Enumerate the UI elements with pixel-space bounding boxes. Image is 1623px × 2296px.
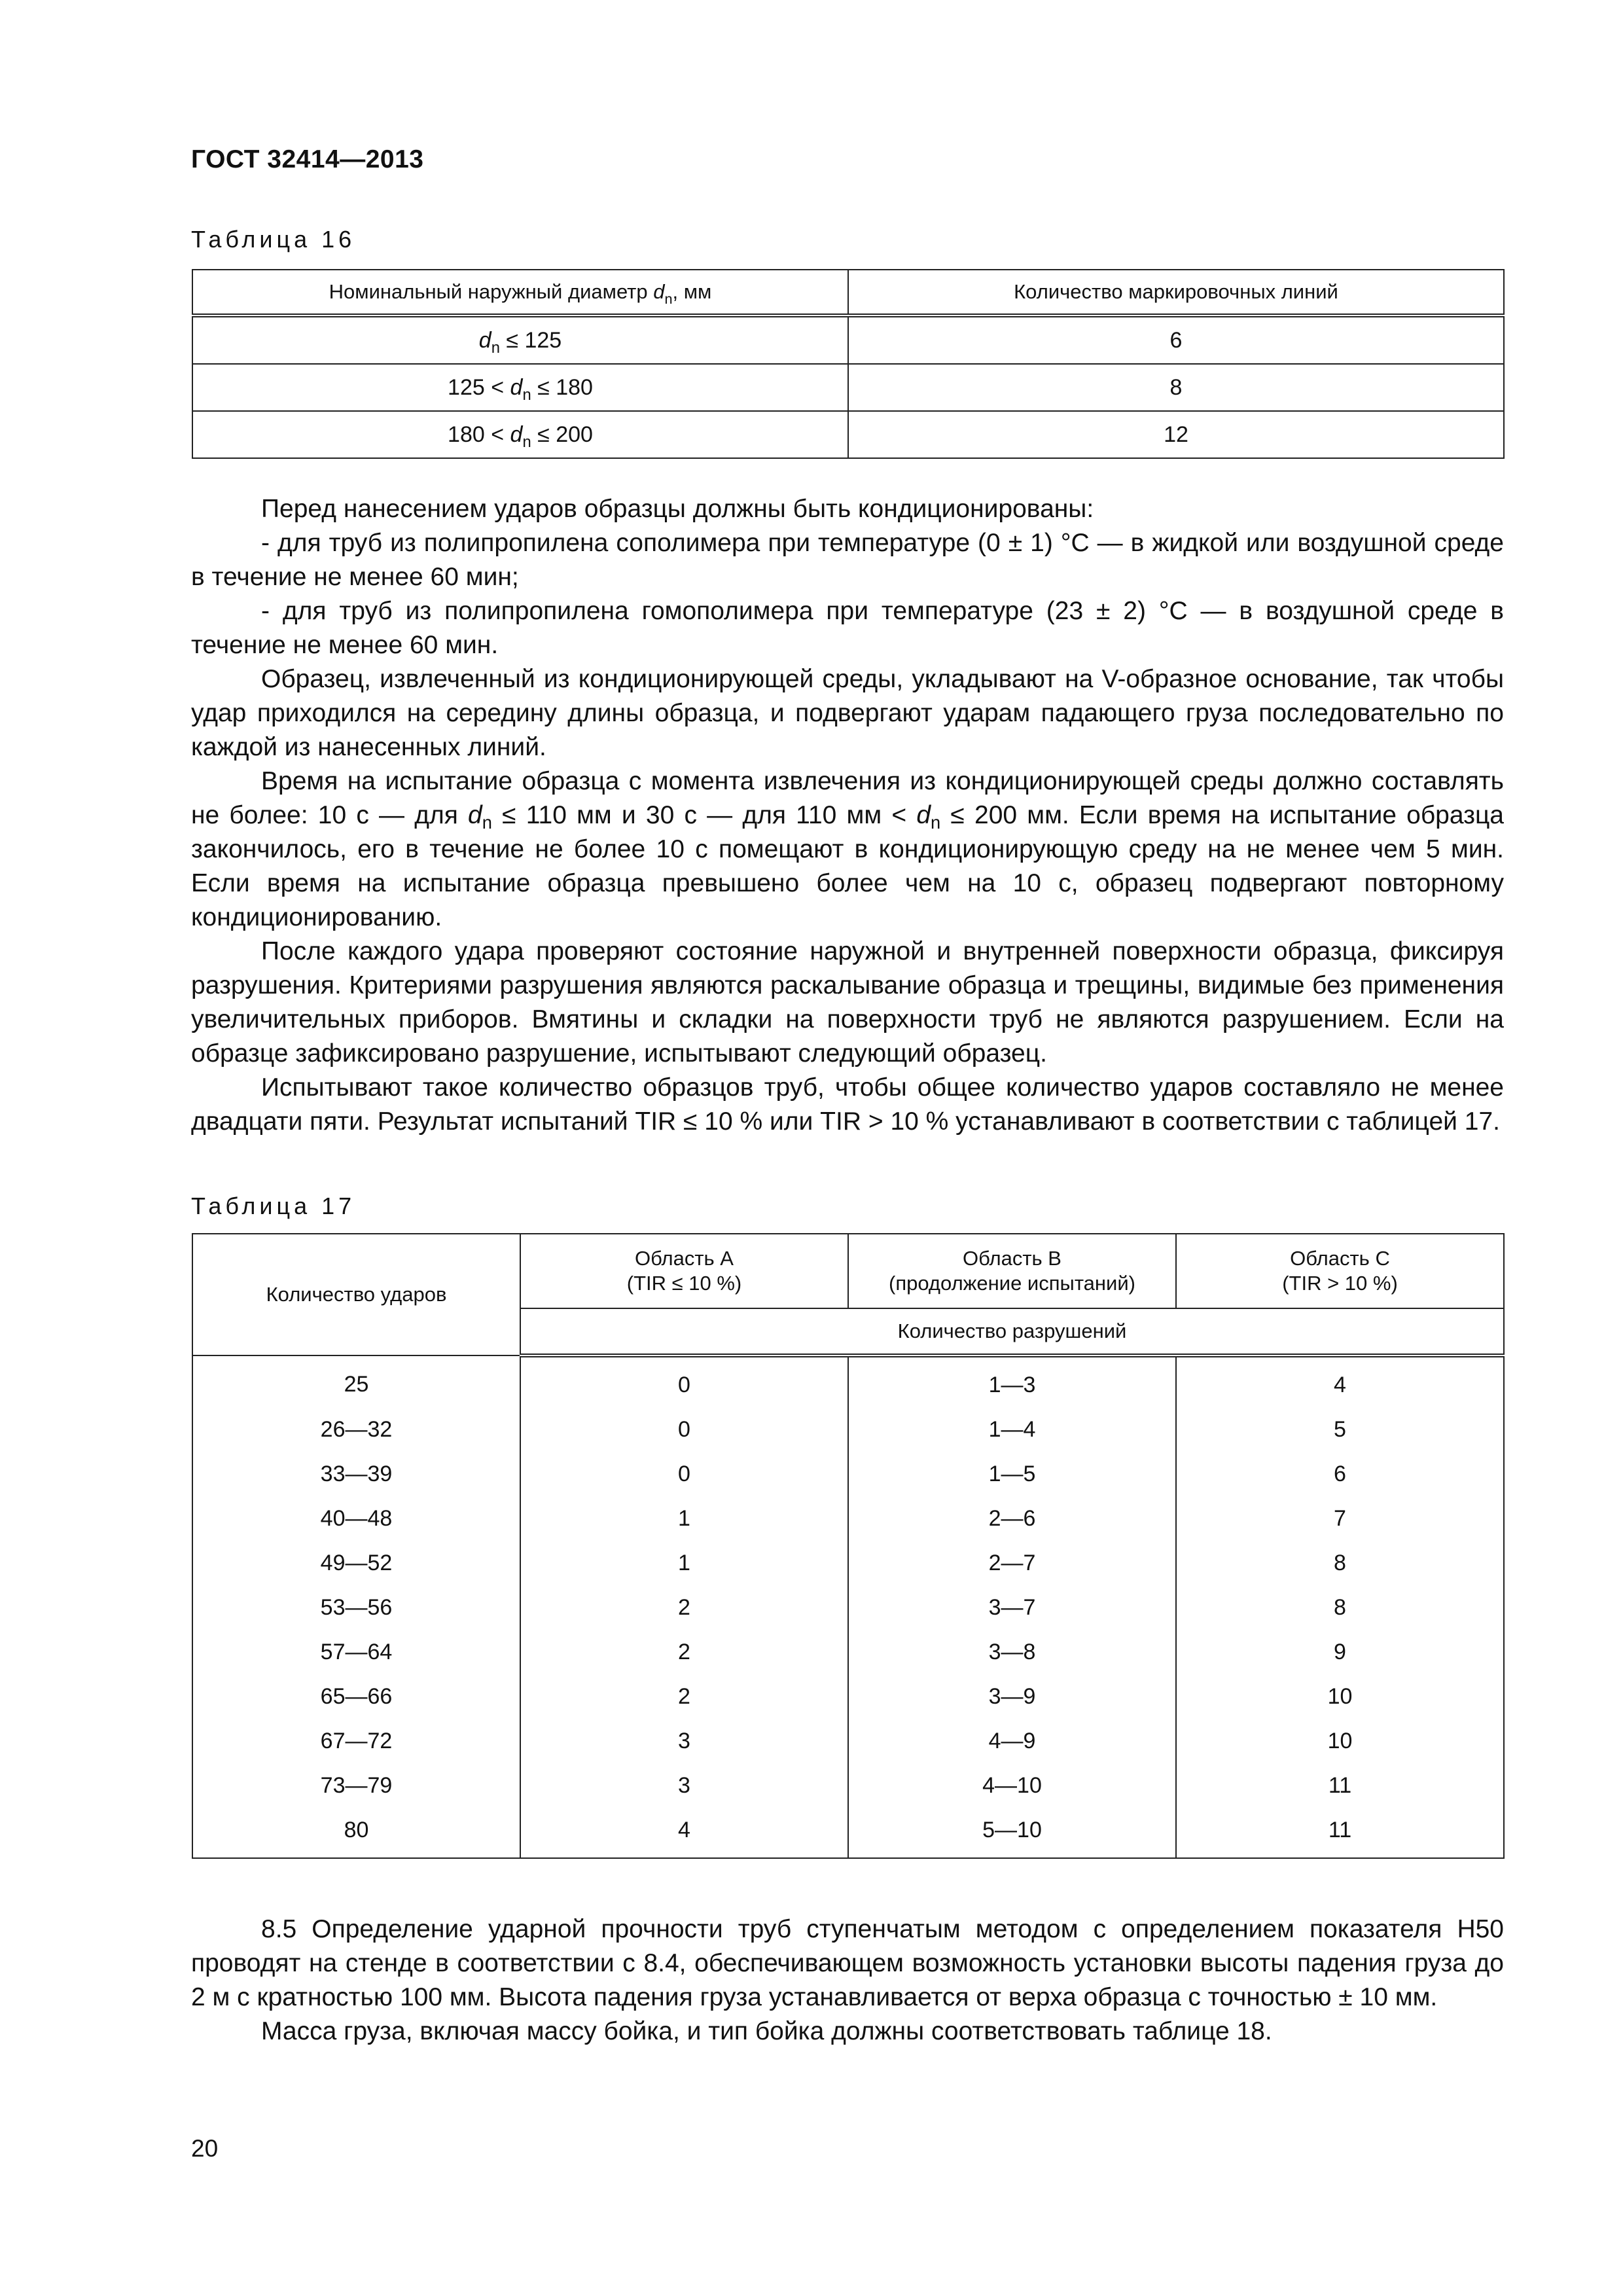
cell-area-a: 2 <box>520 1630 848 1674</box>
table-row <box>192 1585 1504 1630</box>
range-suffix: ≤ 180 <box>531 375 593 400</box>
cell-area-a: 4 <box>520 1808 848 1858</box>
standard-title: ГОСТ 32414—2013 <box>191 145 424 173</box>
cell-impacts: 57—64 <box>192 1630 520 1674</box>
cell-area-b: 3—7 <box>848 1585 1176 1630</box>
variable-d: d <box>478 328 491 353</box>
paragraph: Образец, извлеченный из кондиционирующей среды, укладывают на V-образное основание, так чтобы удар приходился на середину длины образца, и подвергают ударам падающего груза последовательно по каждой из нанесенных линий. <box>191 665 1504 761</box>
cell-impacts: 65—66 <box>192 1674 520 1719</box>
header-title: Область C <box>1290 1247 1390 1270</box>
table-row <box>192 1496 1504 1541</box>
cell-area-a: 3 <box>520 1719 848 1763</box>
cell-area-c: 8 <box>1176 1541 1504 1585</box>
subscript-n: n <box>482 812 492 833</box>
cell-area-a: 3 <box>520 1763 848 1808</box>
cell-area-a: 2 <box>520 1585 848 1630</box>
column-header-failures: Количество разрушений <box>520 1308 1504 1355</box>
table-row <box>192 1674 1504 1719</box>
cell-diameter <box>192 411 848 458</box>
cell-lines: 6 <box>848 315 1504 364</box>
header-subtitle: (TIR ≤ 10 %) <box>626 1272 742 1295</box>
cell-impacts: 73—79 <box>192 1763 520 1808</box>
cell-impacts: 80 <box>192 1808 520 1858</box>
paragraph: 8.5 Определение ударной прочности труб ступенчатым методом с определением показателя H50 проводят на стенде в соответствии с 8.4, обеспечивающем возможность установки высоты падения груза до 2 м с кратностью 100 мм. Высота падения груза устанавливается от верха образца с точностью ± 10 мм. <box>191 1915 1504 2011</box>
header-title: Область A <box>635 1247 734 1270</box>
range-suffix: ≤ 200 <box>531 422 593 447</box>
subscript-n: n <box>931 812 941 833</box>
table-row <box>192 1355 1504 1407</box>
table-row <box>192 411 1504 458</box>
subscript-n: n <box>491 339 500 357</box>
paragraph-text: ≤ 200 мм. Если время на испытание образца закончилось, его в течение не более 10 с помещают в кондиционирующую среду на не менее чем 5 мин. Если время на испытание образца превышено более чем на 10 с, образец подвергают повторному кондиционированию. <box>191 801 1505 931</box>
table-row <box>192 315 1504 364</box>
cell-impacts: 40—48 <box>192 1496 520 1541</box>
cell-area-c: 6 <box>1176 1452 1504 1496</box>
cell-area-b: 1—3 <box>848 1355 1176 1407</box>
header-text: Номинальный наружный диаметр <box>329 280 654 303</box>
cell-area-b: 2—6 <box>848 1496 1176 1541</box>
subscript-n: n <box>522 433 531 451</box>
header-title: Область B <box>963 1247 1061 1270</box>
cell-area-b: 1—4 <box>848 1407 1176 1452</box>
cell-area-a: 0 <box>520 1355 848 1407</box>
variable-d: d <box>510 422 523 447</box>
cell-diameter <box>192 315 848 364</box>
cell-area-b: 4—10 <box>848 1763 1176 1808</box>
header-subtitle: (продолжение испытаний) <box>889 1272 1135 1295</box>
variable-d: d <box>653 280 665 303</box>
cell-area-c: 10 <box>1176 1719 1504 1763</box>
cell-area-a: 2 <box>520 1674 848 1719</box>
range-suffix: ≤ 125 <box>499 328 562 353</box>
table-row <box>192 1452 1504 1496</box>
table-17-caption: Таблица 17 <box>191 1193 356 1219</box>
table-header-row <box>192 270 1504 315</box>
table-row <box>192 1719 1504 1763</box>
table-row <box>192 1808 1504 1858</box>
cell-area-a: 1 <box>520 1496 848 1541</box>
paragraph-text: Время на испытание образца с момента извлечения из кондиционирующей среды должно составлять не более: 10 с — для <box>191 767 1504 829</box>
cell-area-a: 0 <box>520 1407 848 1452</box>
table-16-caption: Таблица 16 <box>191 226 356 253</box>
body-text <box>191 492 1504 1139</box>
variable-d: d <box>510 375 523 400</box>
cell-area-b: 5—10 <box>848 1808 1176 1858</box>
table-row <box>192 1630 1504 1674</box>
range-prefix: 125 < <box>448 375 510 400</box>
cell-area-c: 9 <box>1176 1630 1504 1674</box>
cell-area-c: 5 <box>1176 1407 1504 1452</box>
variable-d: d <box>468 801 482 829</box>
cell-area-a: 0 <box>520 1452 848 1496</box>
column-header-diameter <box>192 270 848 315</box>
paragraph: После каждого удара проверяют состояние наружной и внутренней поверхности образца, фиксируя разрушения. Критериями разрушения являются раскалывание образца и трещины, видимые без применения увеличительных приборов. Вмятины и складки на поверхности труб не являются разрушением. Если на образце зафиксировано разрушение, испытывают следующий образец. <box>191 937 1504 1067</box>
table-row <box>192 364 1504 411</box>
column-header-area-a <box>520 1234 848 1308</box>
column-header-area-b <box>848 1234 1176 1308</box>
paragraph: Перед нанесением ударов образцы должны быть кондиционированы: <box>261 495 1094 523</box>
list-item: - для труб из полипропилена гомополимера при температуре (23 ± 2) °C — в воздушной среде в течение не менее 60 мин. <box>191 597 1504 659</box>
table-16 <box>192 269 1505 459</box>
cell-impacts: 67—72 <box>192 1719 520 1763</box>
range-prefix: 180 < <box>448 422 510 447</box>
header-unit: , мм <box>672 280 712 303</box>
cell-area-c: 10 <box>1176 1674 1504 1719</box>
paragraph-text: ≤ 110 мм и 30 с — для 110 мм < <box>491 801 917 829</box>
list-item: - для труб из полипропилена сополимера при температуре (0 ± 1) °C — в жидкой или воздушной среде в течение не менее 60 мин; <box>191 529 1504 591</box>
cell-area-c: 4 <box>1176 1355 1504 1407</box>
subscript-n: n <box>664 291 673 307</box>
section-8-5 <box>191 1912 1504 2049</box>
table-17 <box>192 1233 1505 1859</box>
table-row <box>192 1763 1504 1808</box>
column-header-impacts: Количество ударов <box>192 1234 520 1355</box>
cell-area-b: 2—7 <box>848 1541 1176 1585</box>
cell-area-a: 1 <box>520 1541 848 1585</box>
table-row <box>192 1407 1504 1452</box>
paragraph <box>191 764 1504 935</box>
cell-area-b: 3—8 <box>848 1630 1176 1674</box>
cell-area-c: 7 <box>1176 1496 1504 1541</box>
table-row <box>192 1541 1504 1585</box>
cell-lines: 8 <box>848 364 1504 411</box>
subscript-n: n <box>522 386 531 404</box>
cell-area-c: 11 <box>1176 1808 1504 1858</box>
variable-d: d <box>916 801 931 829</box>
column-header-lines: Количество маркировочных линий <box>848 270 1504 315</box>
cell-area-b: 3—9 <box>848 1674 1176 1719</box>
table-header-row <box>192 1234 1504 1308</box>
cell-impacts: 33—39 <box>192 1452 520 1496</box>
page-number: 20 <box>191 2135 219 2162</box>
paragraph: Испытывают такое количество образцов труб, чтобы общее количество ударов составляло не менее двадцати пяти. Результат испытаний TIR ≤ 10 % или TIR > 10 % устанавливают в соответствии с таблицей 17. <box>191 1073 1504 1136</box>
column-header-area-c <box>1176 1234 1504 1308</box>
cell-area-b: 4—9 <box>848 1719 1176 1763</box>
cell-diameter <box>192 364 848 411</box>
cell-lines: 12 <box>848 411 1504 458</box>
cell-area-c: 11 <box>1176 1763 1504 1808</box>
cell-impacts: 53—56 <box>192 1585 520 1630</box>
cell-area-b: 1—5 <box>848 1452 1176 1496</box>
cell-impacts: 26—32 <box>192 1407 520 1452</box>
cell-area-c: 8 <box>1176 1585 1504 1630</box>
cell-impacts: 49—52 <box>192 1541 520 1585</box>
paragraph: Масса груза, включая массу бойка, и тип бойка должны соответствовать таблице 18. <box>261 2017 1272 2045</box>
header-subtitle: (TIR > 10 %) <box>1282 1272 1398 1295</box>
cell-impacts: 25 <box>192 1355 520 1407</box>
